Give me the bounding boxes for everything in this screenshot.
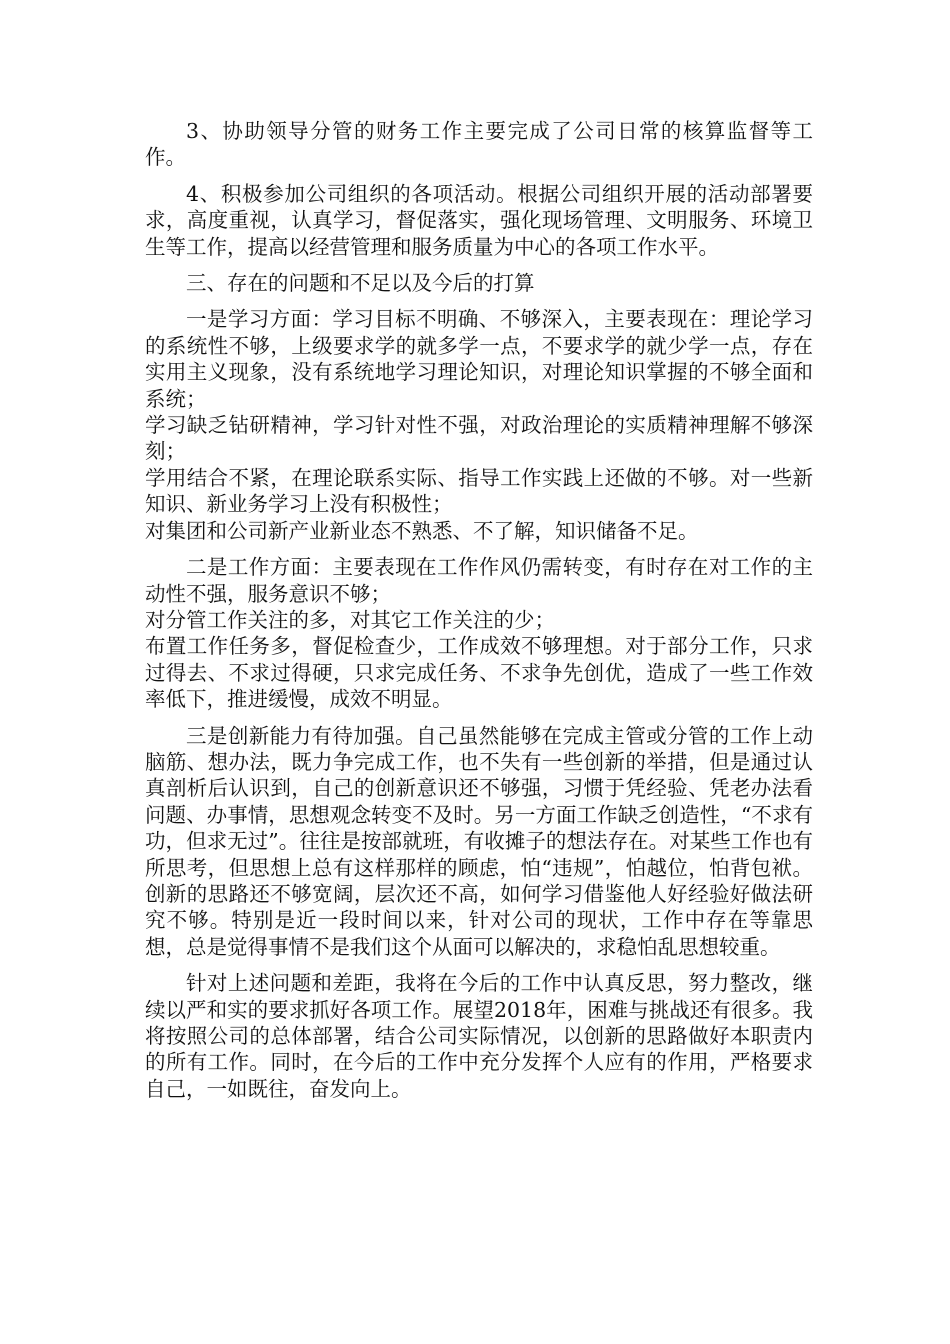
study-line-4: 对集团和公司新产业新业态不熟悉、不了解，知识储备不足。: [145, 518, 699, 543]
paragraph-conclusion: 针对上述问题和差距，我将在今后的工作中认真反思，努力整改，继续以严和实的要求抓好各项工作。展望2018年，困难与挑战还有很多。我将按照公司的总体部署，结合公司实际情况，以创新的思路做好本职责内的所有工作。同时，在今后的工作中充分发挥个人应有的作用，严格要求自己，一如既往，奋发向上。: [145, 971, 813, 1101]
study-line-3: 学用结合不紧，在理论联系实际、指导工作实践上还做的不够。对一些新知识、新业务学习上没有积极性；: [145, 465, 813, 517]
paragraph-work-aspect: [145, 554, 813, 712]
paragraph-innovation: 三是创新能力有待加强。自己虽然能够在完成主管或分管的工作上动脑筋、想办法，既力争完成工作，也不失有一些创新的举措，但是通过认真剖析后认识到，自己的创新意识还不够强，习惯于凭经验、凭老办法看问题、办事情，思想观念转变不及时。另一方面工作缺乏创造性，“不求有功，但求无过”。往往是按部就班，有收摊子的想法存在。对某些工作也有所思考，但思想上总有这样那样的顾虑，怕“违规”，怕越位，怕背包袱。创新的思路还不够宽阔，层次还不高，如何学习借鉴他人好经验好做法研究不够。特别是近一段时间以来，针对公司的现状，工作中存在等靠思想，总是觉得事情不是我们这个从面可以解决的，求稳怕乱思想较重。: [145, 723, 813, 959]
document-page: [145, 118, 813, 1112]
paragraph-company-activities: 4、积极参加公司组织的各项活动。根据公司组织开展的活动部署要求，高度重视，认真学习，督促落实，强化现场管理、文明服务、环境卫生等工作，提高以经营管理和服务质量为中心的各项工作水平。: [145, 181, 813, 259]
work-line-3: 布置工作任务多，督促检查少，工作成效不够理想。对于部分工作，只求过得去、不求过得硬，只求完成任务、不求争先创优，造成了一些工作效率低下，推进缓慢，成效不明显。: [145, 634, 813, 712]
study-line-2: 学习缺乏钻研精神，学习针对性不强，对政治理论的实质精神理解不够深刻；: [145, 413, 813, 464]
section-heading-problems: 三、存在的问题和不足以及今后的打算: [186, 271, 535, 296]
study-line-1: 一是学习方面：学习目标不明确、不够深入，主要表现在：理论学习的系统性不够，上级要求学的就多学一点，不要求学的就少学一点，存在实用主义现象，没有系统地学习理论知识，对理论知识掌握的不够全面和系统；: [145, 307, 813, 411]
paragraph-study-aspect: [145, 306, 813, 544]
work-line-1: 二是工作方面：主要表现在工作作风仍需转变，有时存在对工作的主动性不强，服务意识不够；: [145, 555, 813, 606]
work-line-2: 对分管工作关注的多，对其它工作关注的少；: [145, 607, 555, 632]
paragraph-finance-work: 3、协助领导分管的财务工作主要完成了公司日常的核算监督等工作。: [145, 119, 813, 170]
